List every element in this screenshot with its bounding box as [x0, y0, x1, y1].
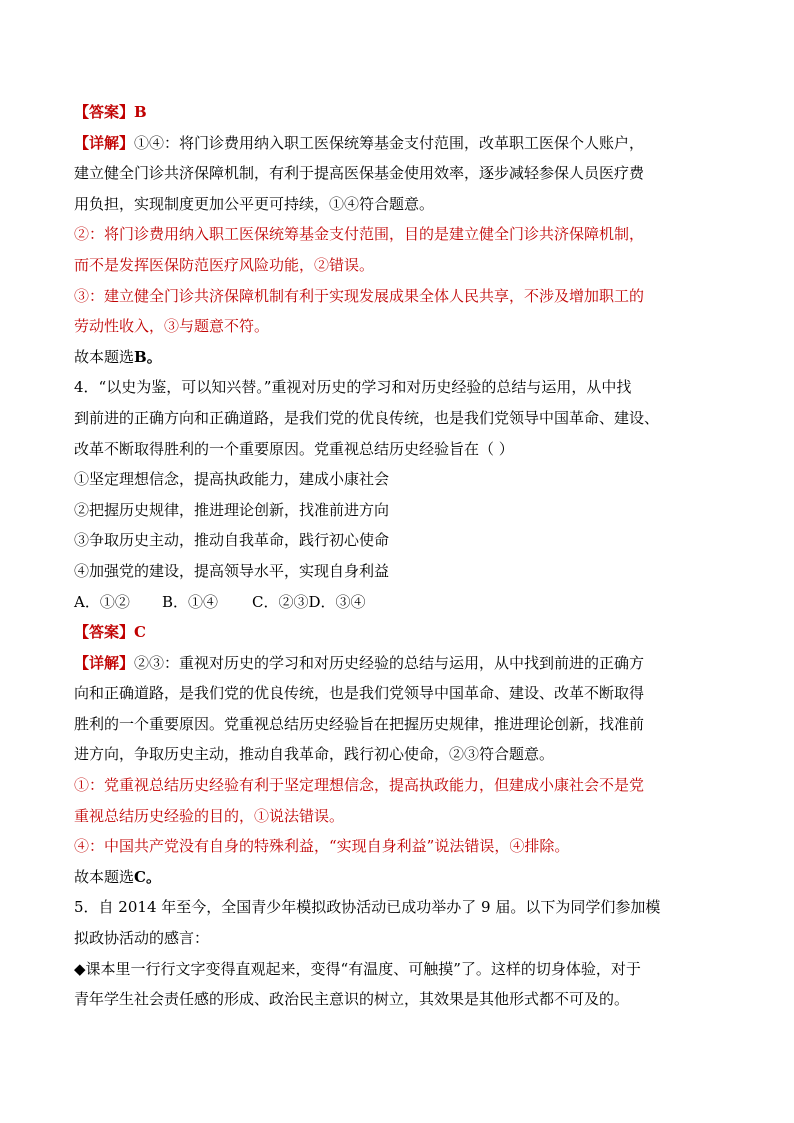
q4-statement: ①坚定理想信念，提高执政能力，建成小康社会: [74, 470, 390, 489]
q4-wrong-analysis-line: 重视总结历史经验的目的，①说法错误。: [74, 806, 345, 825]
q4-wrong-analysis-line: ①：党重视总结历史经验有利于坚定理想信念，提高执政能力，但建成小康社会不是党: [74, 776, 645, 795]
q3-conclusion: [74, 342, 704, 373]
answer-tag: 【答案】: [74, 623, 135, 642]
q5-quote-line: ◆课本里一行行文字变得直观起来，变得“有温度、可触摸”了。这样的切身体验，对于: [74, 959, 641, 978]
q4-stem-line: 4．“以史为鉴，可以知兴替。”重视对历史的学习和对历史经验的总结与运用，从中找: [74, 378, 632, 397]
option-c: C．②③: [252, 592, 309, 611]
document-content: [74, 97, 704, 1015]
q5-stem-line: 5．自 2014 年至今，全国青少年模拟政协活动已成功举办了 9 届。以下为同学们参加模: [74, 898, 661, 917]
answer-value: C: [134, 623, 146, 642]
option-a: A．①②: [74, 592, 130, 611]
conclusion-prefix: 故本题选: [74, 347, 135, 366]
answer-tag: 【答案】: [74, 103, 135, 121]
option-b: B．①④: [162, 592, 219, 611]
q5-quote-line: 青年学生社会责任感的形成、政治民主意识的树立，其效果是其他形式都不可及的。: [74, 990, 630, 1009]
q4-stem-line: 改革不断取得胜利的一个重要原因。党重视总结历史经验旨在（ ）: [74, 439, 514, 458]
q4-statement: ③争取历史主动，推动自我革命，践行初心使命: [74, 531, 390, 550]
q3-detail-line: 用负担，实现制度更加公平更可持续，①④符合题意。: [74, 194, 435, 213]
q4-conclusion: [74, 862, 704, 893]
q4-answer-line: [74, 617, 704, 648]
detail-tag: 【详解】: [74, 653, 135, 672]
q3-wrong-analysis-line: 而不是发挥医保防范医疗风险功能，②错误。: [74, 255, 375, 274]
answer-value: B: [134, 103, 147, 121]
q4-wrong-analysis-line: ④：中国共产党没有自身的特殊利益，“实现自身利益”说法错误，④排除。: [74, 837, 570, 856]
q4-detail-line: 进方向，争取历史主动，推动自我革命，践行初心使命，②③符合题意。: [74, 745, 555, 764]
q4-stem-line: 到前进的正确方向和正确道路，是我们党的优良传统，也是我们党领导中国革命、建设、: [74, 408, 660, 427]
conclusion-answer: C。: [134, 867, 161, 886]
q3-wrong-analysis-line: ③：建立健全门诊共济保障机制有利于实现发展成果全体人民共享，不涉及增加职工的: [74, 286, 645, 305]
conclusion-prefix: 故本题选: [74, 867, 135, 886]
q4-detail-line: [74, 648, 704, 679]
q3-wrong-analysis-line: ②：将门诊费用纳入职工医保统筹基金支付范围，目的是建立健全门诊共济保障机制，: [74, 225, 645, 244]
detail-text: ②③：重视对历史的学习和对历史经验的总结与运用，从中找到前进的正确方: [134, 653, 645, 672]
q5-stem-line: 拟政协活动的感言：: [74, 929, 210, 948]
q3-detail-line: 建立健全门诊共济保障机制，有利于提高医保基金使用效率，逐步减轻参保人员医疗费: [74, 164, 645, 183]
conclusion-answer: B。: [134, 347, 162, 366]
q4-detail-line: 胜利的一个重要原因。党重视总结历史经验旨在把握历史规律，推进理论创新，找准前: [74, 714, 645, 733]
detail-tag: 【详解】: [74, 133, 135, 152]
detail-text: ①④：将门诊费用纳入职工医保统筹基金支付范围，改革职工医保个人账户，: [134, 133, 645, 152]
q4-statement: ④加强党的建设，提高领导水平，实现自身利益: [74, 561, 390, 580]
q4-detail-line: 向和正确道路，是我们党的优良传统，也是我们党领导中国革命、建设、改革不断取得: [74, 684, 645, 703]
q4-statement: ②把握历史规律，推进理论创新，找准前进方向: [74, 500, 390, 519]
q4-options: [74, 587, 704, 618]
q3-answer-line: [74, 97, 704, 128]
q3-wrong-analysis-line: 劳动性收入，③与题意不符。: [74, 317, 270, 336]
q3-detail-line: [74, 128, 704, 159]
option-d: D．③④: [308, 592, 366, 611]
